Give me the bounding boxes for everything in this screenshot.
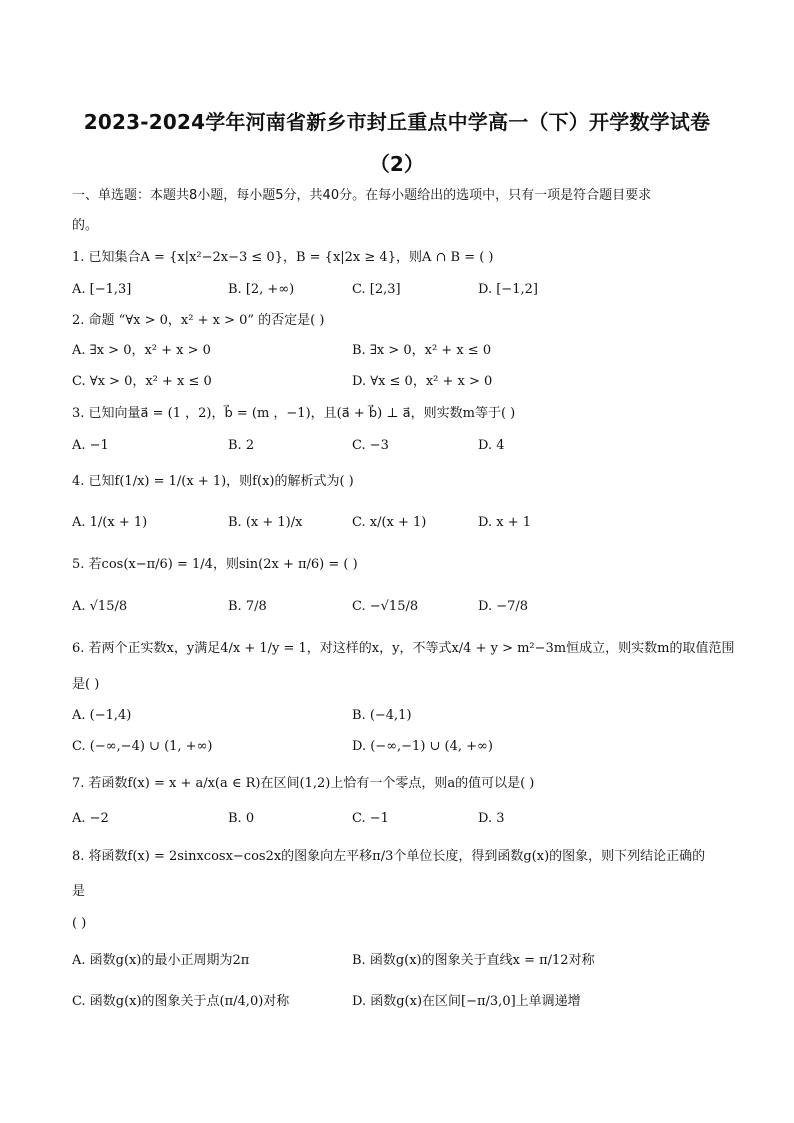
question-2-stem: 2. 命题 “∀x > 0，x² + x > 0” 的否定是( ) [72,313,325,328]
question-7-option-d: D. 3 [478,811,505,826]
question-6-option-c: C. (−∞,−4) ∪ (1, +∞) [72,739,213,754]
question-8-option-d: D. 函数g(x)在区间[−π/3,0]上单调递增 [352,994,581,1009]
question-3-option-b: B. 2 [228,438,255,453]
section-heading-line1: 一、单选题：本题共8小题，每小题5分，共40分。在每小题给出的选项中，只有一项是符合题目要求 [72,188,652,203]
question-4-option-a: A. 1/(x + 1) [72,515,148,530]
question-8-stem-cont2: ( ) [72,916,87,931]
question-8-stem-cont: 是 [72,884,86,899]
question-2-option-a: A. ∃x > 0，x² + x > 0 [72,343,211,358]
question-1-option-a: A. [−1,3] [72,282,132,297]
question-2-option-d: D. ∀x ≤ 0，x² + x > 0 [352,374,493,389]
question-5-option-d: D. −7/8 [478,599,529,614]
question-6-option-d: D. (−∞,−1) ∪ (4, +∞) [352,739,493,754]
question-1-option-c: C. [2,3] [352,282,401,297]
question-6-stem-cont: 是( ) [72,677,100,692]
question-1-option-b: B. [2, +∞) [228,282,295,297]
question-5-option-b: B. 7/8 [228,599,267,614]
question-3-option-a: A. −1 [72,438,109,453]
question-4-option-d: D. x + 1 [478,515,531,530]
question-8-option-a: A. 函数g(x)的最小正周期为2π [72,953,250,968]
question-5-option-c: C. −√15/8 [352,599,419,614]
exam-title-line1: 2023-2024学年河南省新乡市封丘重点中学高一（下）开学数学试卷 [83,110,711,134]
question-2-option-b: B. ∃x > 0，x² + x ≤ 0 [352,343,492,358]
question-3-option-d: D. 4 [478,438,505,453]
question-6-option-b: B. (−4,1) [352,708,412,723]
question-5-stem: 5. 若cos(x−π/6) = 1/4，则sin(2x + π/6) = ( ) [72,557,358,572]
question-8-stem: 8. 将函数f(x) = 2sinxcosx−cos2x的图象向左平移π/3个单位长度，得到函数g(x)的图象，则下列结论正确的 [72,849,706,864]
question-2-option-c: C. ∀x > 0，x² + x ≤ 0 [72,374,212,389]
question-6-option-a: A. (−1,4) [72,708,132,723]
question-8-option-b: B. 函数g(x)的图象关于直线x = π/12对称 [352,953,595,968]
question-7-stem: 7. 若函数f(x) = x + a/x(a ∈ R)在区间(1,2)上恰有一个零点，则a的值可以是( ) [72,776,535,791]
question-4-stem: 4. 已知f(1/x) = 1/(x + 1)，则f(x)的解析式为( ) [72,474,354,489]
question-5-option-a: A. √15/8 [72,599,128,614]
question-4-option-c: C. x/(x + 1) [352,515,427,530]
section-heading-line2: 的。 [72,218,99,233]
exam-title-line2: （2） [369,152,425,176]
question-1-option-d: D. [−1,2] [478,282,538,297]
question-7-option-a: A. −2 [72,811,109,826]
question-8-option-c: C. 函数g(x)的图象关于点(π/4,0)对称 [72,994,290,1009]
question-7-option-b: B. 0 [228,811,255,826]
question-7-option-c: C. −1 [352,811,389,826]
question-3-stem: 3. 已知向量a⃗ = (1 ，2)，b⃗ = (m ，−1)，且(a⃗ + b⃗) ⊥ a⃗，则实数m等于( ) [72,406,516,421]
question-4-option-b: B. (x + 1)/x [228,515,303,530]
question-6-stem: 6. 若两个正实数x，y满足4/x + 1/y = 1，对这样的x，y，不等式x/4 + y > m²−3m恒成立，则实数m的取值范围 [72,641,735,656]
question-1-stem: 1. 已知集合A = {x|x²−2x−3 ≤ 0}，B = {x|2x ≥ 4}，则A ∩ B = ( ) [72,250,494,265]
question-3-option-c: C. −3 [352,438,389,453]
